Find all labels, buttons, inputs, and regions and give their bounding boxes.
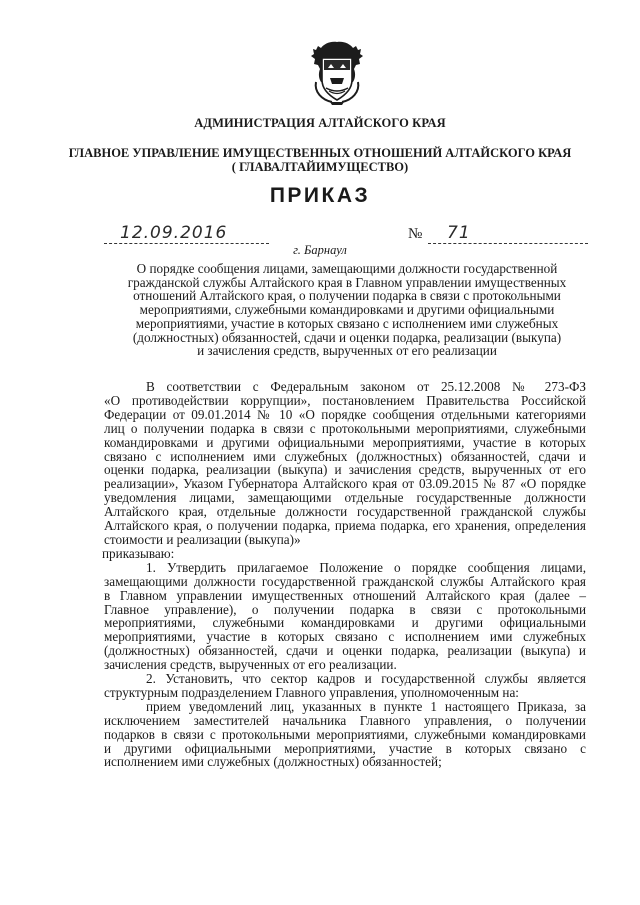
body-line: замещающими должности государственной гражданской службы Алтайского края: [104, 573, 586, 589]
body-line: Федерации от 09.01.2014 № 10 «О порядке сообщения отдельными категориями: [104, 406, 586, 422]
department-name: ГЛАВНОЕ УПРАВЛЕНИЕ ИМУЩЕСТВЕННЫХ ОТНОШЕНИЙ АЛТАЙСКОГО КРАЯ: [68, 146, 572, 160]
body-line: исполнением ими служебных (должностных) обязанностей;: [104, 754, 442, 770]
body-line: Алтайского края, о получении подарка, приема подарка, его хранения, определения: [104, 518, 586, 534]
document-type-title: ПРИКАЗ: [269, 184, 371, 207]
number-label: №: [408, 226, 423, 242]
body-line: зачисления средств, вырученных от его реализации.: [104, 657, 397, 673]
department-abbreviation: ( ГЛАВАЛТАЙИМУЩЕСТВО): [231, 160, 409, 174]
body-line: реализации», Указом Губернатора Алтайского края от 03.09.2015 № 87 «О порядке: [104, 476, 586, 492]
body-line: мероприятиями, участие в которых связано с исполнением ими служебных: [104, 629, 586, 645]
body-line: 1. Утвердить прилагаемое Положение о порядке сообщения лицами,: [146, 559, 586, 575]
body-line: 2. Установить, что сектор кадров и государственной службы является: [146, 671, 586, 687]
subject-line: О порядке сообщения лицами, замещающими должности государственной: [136, 261, 558, 276]
body-line: подарков в связи с протокольными мероприятиями, служебными командировками: [104, 726, 586, 742]
order-date: 12.09.2016: [120, 223, 228, 243]
subject-line: мероприятиями, служебными командировками и другими официальными: [139, 302, 555, 318]
body-line: (должностных) обязанностей, сдачи и оценки подарка, реализации (выкупа) и: [104, 643, 586, 659]
body-line: приказываю:: [102, 545, 175, 561]
administration-name: АДМИНИСТРАЦИЯ АЛТАЙСКОГО КРАЯ: [194, 116, 446, 130]
body-line: В соответствии с Федеральным законом от 25.12.2008 № 273-ФЗ: [146, 379, 586, 394]
body-line: прием уведомлений лиц, указанных в пункте 1 настоящего Приказа, за: [146, 698, 586, 714]
body-line: уведомления лицами, замещающими отдельные государственные должности: [104, 490, 586, 506]
body-line: оценки подарка, реализации (выкупа) и зачисления средств, вырученных от его: [104, 462, 586, 478]
body-line: Главное управление), о получении подарка в связи с протокольными: [104, 601, 586, 617]
body-line: структурным подразделением Главного управления, уполномоченным на:: [104, 684, 519, 700]
body-line: командировками и другими официальными мероприятиями, участие в которых: [104, 434, 586, 450]
subject-line: отношений Алтайского края, о получении подарка в связи с протокольными: [133, 288, 561, 304]
body-line: Алтайского края, отдельные должности государственной гражданской службы: [104, 504, 586, 520]
body-line: и другими официальными мероприятиями, участие в которых связано с: [104, 740, 586, 756]
body-line: связано с исполнением ими служебных (должностных) обязанностей, сдачи и: [104, 448, 586, 464]
subject-line: (должностных) обязанностей, сдачи и оценки подарка, реализации (выкупа): [132, 329, 562, 345]
body-line: мероприятиями, служебными командировками и другими официальными: [104, 615, 586, 631]
order-number: 71: [447, 223, 471, 243]
coat-of-arms-emblem: [308, 38, 366, 106]
subject-line: и зачисления средств, вырученных от его реализации: [197, 343, 497, 359]
body-line: «О противодействии коррупции», постановлением Правительства Российской: [104, 392, 586, 408]
body-line: стоимости и реализации (выкупа)»: [104, 531, 301, 547]
body-line: лиц о получении подарка в связи с протокольными мероприятиями, служебными: [104, 420, 586, 436]
city: г. Барнаул: [293, 243, 347, 257]
subject-line: мероприятиями, участие в которых связано с исполнением ими служебных: [135, 315, 559, 331]
order-subject: [108, 262, 586, 358]
order-body: [104, 380, 586, 769]
body-line: исключением заместителей начальника Главного управления, о получении: [104, 712, 586, 728]
body-line: в Главном управлении имущественных отношений Алтайского края (далее –: [104, 587, 586, 603]
subject-line: гражданской службы Алтайского края в Главном управлении имущественных: [127, 274, 567, 290]
